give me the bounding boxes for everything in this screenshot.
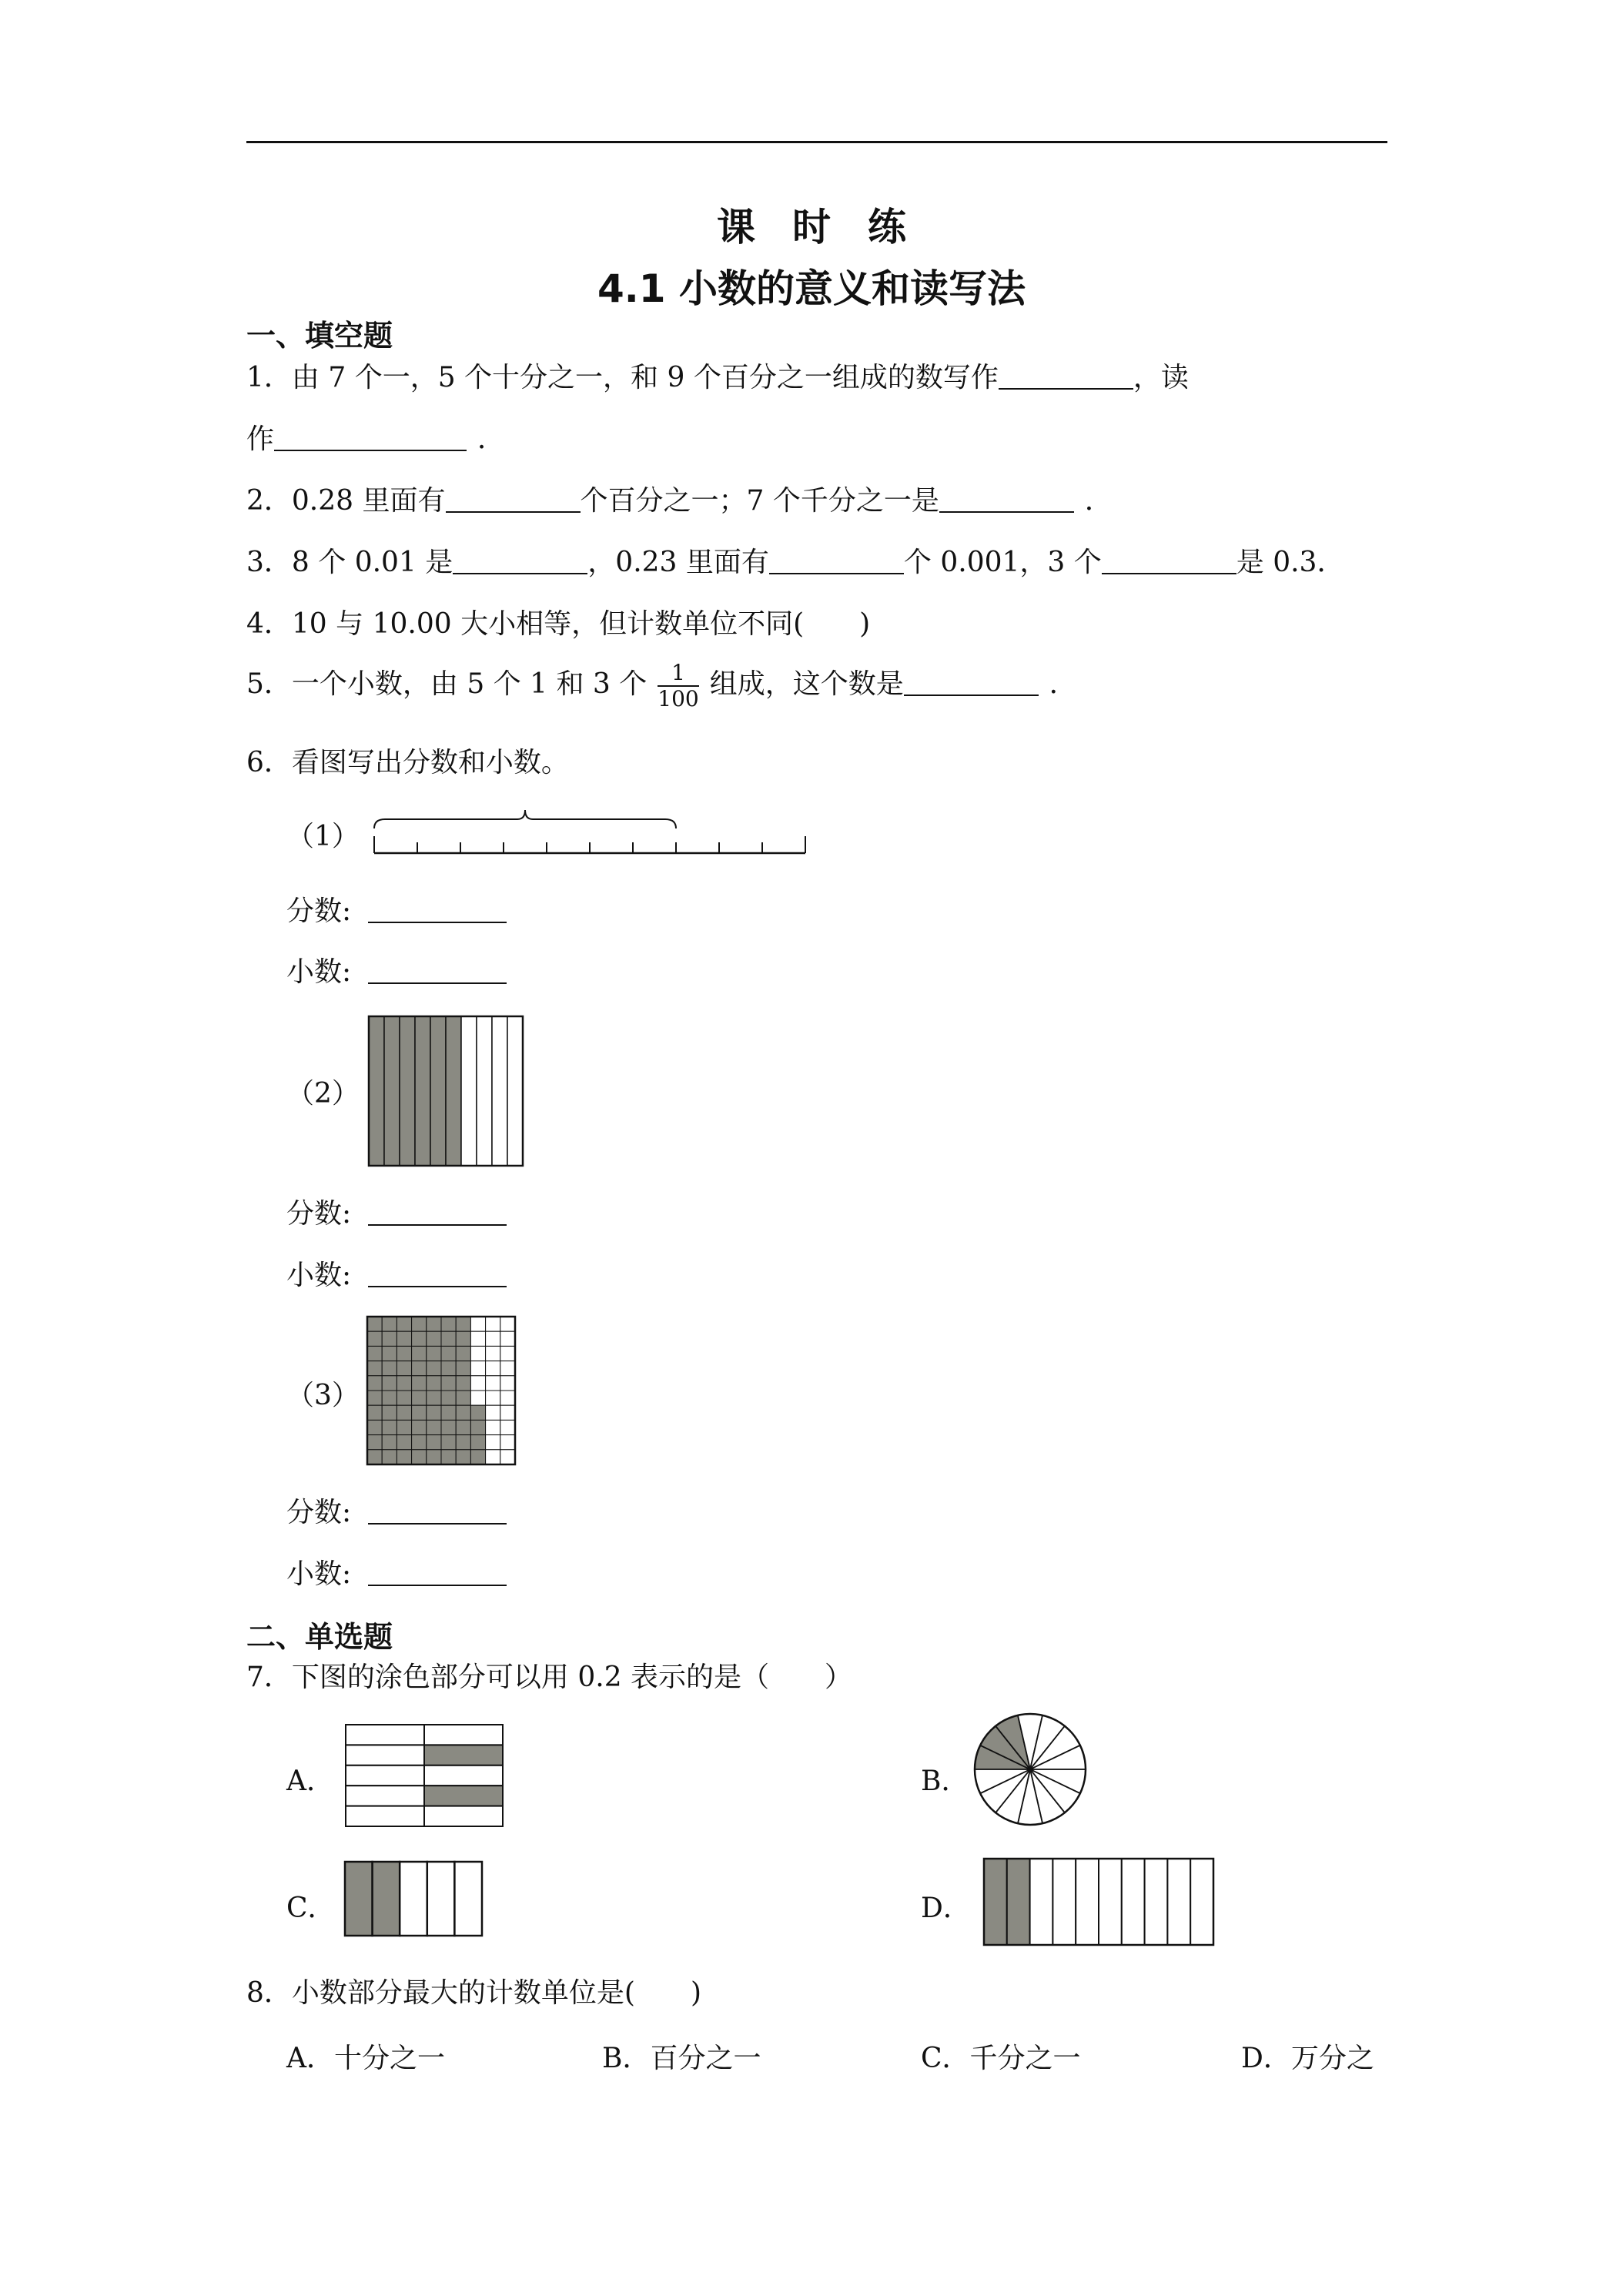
question-1-text-c: 作 xyxy=(246,423,275,455)
shaded-cell xyxy=(367,1376,382,1391)
shaded-cell xyxy=(441,1376,456,1391)
shaded-cell xyxy=(456,1435,470,1450)
shaded-cell xyxy=(456,1331,470,1346)
q6-item-3-decimal xyxy=(286,1552,507,1591)
shaded-cell xyxy=(397,1346,411,1361)
shaded-cell xyxy=(470,1450,485,1464)
q7-option-a-figure[interactable] xyxy=(344,1723,504,1828)
cell xyxy=(424,1725,503,1745)
shaded-cell xyxy=(382,1376,397,1391)
shaded-cell xyxy=(427,1405,441,1420)
question-4: 4．10 与 10.00 大小相等，但计数单位不同( ) xyxy=(246,608,871,640)
question-3-text-d: 是 0.3． xyxy=(1236,547,1345,578)
shaded-cell xyxy=(367,1420,382,1434)
shaded-cell xyxy=(424,1745,503,1765)
header-rule xyxy=(246,141,1387,143)
column xyxy=(1030,1859,1053,1945)
shaded-cell xyxy=(427,1346,441,1361)
shaded-column xyxy=(984,1859,1007,1945)
shaded-cell xyxy=(412,1420,427,1434)
shaded-cell xyxy=(382,1331,397,1346)
question-3 xyxy=(246,541,1344,580)
cell xyxy=(500,1331,515,1346)
shaded-cell xyxy=(441,1420,456,1434)
shaded-cell xyxy=(427,1391,441,1405)
period: ． xyxy=(1049,668,1077,700)
q8-option-b[interactable]: B．百分之一 xyxy=(602,2043,761,2074)
q8-option-a[interactable]: A．十分之一 xyxy=(286,2043,445,2074)
shaded-cell xyxy=(382,1435,397,1450)
q7-option-d[interactable]: D． xyxy=(921,1893,971,1924)
cell xyxy=(486,1435,500,1450)
cell xyxy=(486,1317,500,1331)
fraction-denominator: 100 xyxy=(658,686,699,711)
q8-option-c[interactable]: C．千分之一 xyxy=(921,2043,1081,2074)
shaded-cell xyxy=(367,1346,382,1361)
column xyxy=(1145,1859,1168,1945)
cell xyxy=(486,1391,500,1405)
shaded-cell xyxy=(382,1420,397,1434)
shaded-column xyxy=(384,1016,400,1166)
cell xyxy=(500,1361,515,1376)
shaded-cell xyxy=(412,1450,427,1464)
question-1-text-b: ，读 xyxy=(1133,362,1189,393)
shaded-column xyxy=(415,1016,430,1166)
fraction-label: 分数: xyxy=(286,1198,352,1230)
shaded-cell xyxy=(441,1391,456,1405)
column xyxy=(1076,1859,1099,1945)
shaded-cell xyxy=(367,1391,382,1405)
question-6: 6．看图写出分数和小数。 xyxy=(246,747,569,778)
shaded-column xyxy=(369,1016,384,1166)
shaded-cell xyxy=(470,1435,485,1450)
cell xyxy=(346,1766,424,1786)
cell xyxy=(470,1361,485,1376)
cell xyxy=(470,1346,485,1361)
cell xyxy=(470,1391,485,1405)
column xyxy=(1190,1859,1213,1945)
shaded-cell xyxy=(382,1450,397,1464)
shaded-cell xyxy=(397,1435,411,1450)
cell xyxy=(486,1346,500,1361)
shaded-cell xyxy=(397,1361,411,1376)
answer-blank[interactable] xyxy=(368,955,507,984)
cell xyxy=(424,1806,503,1826)
shaded-cell xyxy=(412,1346,427,1361)
shaded-cell xyxy=(470,1420,485,1434)
q7-option-b[interactable]: B． xyxy=(921,1766,969,1797)
shaded-cell xyxy=(412,1435,427,1450)
cell xyxy=(470,1376,485,1391)
q6-item-3-tag: （3） xyxy=(286,1380,360,1411)
cell xyxy=(486,1361,500,1376)
answer-blank[interactable] xyxy=(368,894,507,923)
question-3-text-c: 个 0.001，3 个 xyxy=(903,547,1102,578)
shaded-cell xyxy=(412,1331,427,1346)
column xyxy=(477,1016,492,1166)
cell xyxy=(346,1745,424,1765)
shaded-cell xyxy=(456,1346,470,1361)
decimal-label: 小数: xyxy=(286,956,352,988)
column xyxy=(400,1862,427,1936)
fraction-one-hundredth xyxy=(658,661,698,711)
shaded-cell xyxy=(470,1405,485,1420)
fraction-label: 分数: xyxy=(286,895,352,927)
shaded-cell xyxy=(456,1405,470,1420)
answer-blank[interactable] xyxy=(904,667,1039,696)
shaded-cell xyxy=(397,1405,411,1420)
shaded-cell xyxy=(382,1361,397,1376)
cell xyxy=(500,1405,515,1420)
shaded-cell xyxy=(367,1331,382,1346)
shaded-cell xyxy=(427,1420,441,1434)
answer-blank[interactable] xyxy=(453,545,587,574)
q6-item-1-fraction xyxy=(286,889,507,929)
fraction-numerator: 1 xyxy=(658,661,698,687)
question-1 xyxy=(246,356,1189,395)
shaded-cell xyxy=(424,1786,503,1806)
shaded-cell xyxy=(397,1331,411,1346)
shaded-cell xyxy=(397,1420,411,1434)
column xyxy=(1052,1859,1076,1945)
cell xyxy=(346,1806,424,1826)
shaded-cell xyxy=(412,1391,427,1405)
answer-blank[interactable] xyxy=(368,1495,507,1525)
decimal-label: 小数: xyxy=(286,1260,352,1291)
shaded-cell xyxy=(367,1450,382,1464)
shaded-column xyxy=(1007,1859,1030,1945)
question-2-text: 2．0.28 里面有 xyxy=(246,485,446,517)
column xyxy=(1122,1859,1145,1945)
cell xyxy=(500,1450,515,1464)
cell xyxy=(470,1317,485,1331)
tenths-strip-figure xyxy=(367,1015,524,1167)
brace xyxy=(374,810,676,828)
page-title: 课时练 xyxy=(717,205,943,249)
cell xyxy=(424,1766,503,1786)
cell xyxy=(500,1346,515,1361)
question-3-text-b: ，0.23 里面有 xyxy=(587,547,769,578)
cell xyxy=(500,1376,515,1391)
shaded-cell xyxy=(382,1317,397,1331)
shaded-cell xyxy=(412,1405,427,1420)
shaded-cell xyxy=(441,1405,456,1420)
cell xyxy=(486,1420,500,1434)
question-5-text-b: 组成，这个数是 xyxy=(709,668,904,700)
cell xyxy=(486,1405,500,1420)
column xyxy=(507,1016,523,1166)
shaded-cell xyxy=(456,1317,470,1331)
q7-option-d-figure[interactable] xyxy=(982,1857,1215,1946)
hundredths-grid-figure xyxy=(366,1315,517,1466)
column xyxy=(454,1862,482,1936)
cell xyxy=(500,1420,515,1434)
shaded-cell xyxy=(441,1317,456,1331)
section-fill-heading: 一、填空题 xyxy=(246,319,393,353)
shaded-cell xyxy=(397,1317,411,1331)
shaded-column xyxy=(446,1016,461,1166)
question-5 xyxy=(246,661,1077,711)
period: ． xyxy=(1084,485,1113,517)
q6-item-2-decimal xyxy=(286,1253,507,1293)
shaded-cell xyxy=(427,1376,441,1391)
shaded-column xyxy=(345,1862,373,1936)
shaded-cell xyxy=(441,1450,456,1464)
q7-option-b-figure[interactable] xyxy=(972,1711,1089,1828)
shaded-cell xyxy=(367,1405,382,1420)
question-7: 7．下图的涂色部分可以用 0.2 表示的是（ ） xyxy=(246,1662,853,1693)
shaded-cell xyxy=(382,1346,397,1361)
shaded-cell xyxy=(427,1331,441,1346)
decimal-label: 小数: xyxy=(286,1558,352,1590)
shaded-cell xyxy=(427,1450,441,1464)
shaded-cell xyxy=(397,1376,411,1391)
fraction-label: 分数: xyxy=(286,1497,352,1528)
shaded-cell xyxy=(441,1361,456,1376)
shaded-cell xyxy=(412,1317,427,1331)
shaded-cell xyxy=(427,1361,441,1376)
q6-item-1-decimal xyxy=(286,950,507,989)
shaded-cell xyxy=(382,1405,397,1420)
answer-blank[interactable] xyxy=(274,422,467,451)
answer-blank[interactable] xyxy=(999,360,1133,390)
question-5-text: 5．一个小数，由 5 个 1 和 3 个 xyxy=(246,668,648,700)
shaded-cell xyxy=(441,1435,456,1450)
shaded-cell xyxy=(412,1361,427,1376)
q7-option-c-figure[interactable] xyxy=(343,1860,484,1937)
answer-blank[interactable] xyxy=(446,484,581,513)
cell xyxy=(346,1725,424,1745)
shaded-cell xyxy=(456,1391,470,1405)
period: ． xyxy=(477,423,506,455)
answer-blank[interactable] xyxy=(769,545,904,574)
cell xyxy=(486,1450,500,1464)
column xyxy=(1167,1859,1190,1945)
shaded-column xyxy=(430,1016,446,1166)
shaded-cell xyxy=(456,1361,470,1376)
section-choice-heading: 二、单选题 xyxy=(246,1620,393,1654)
shaded-cell xyxy=(367,1317,382,1331)
cell xyxy=(470,1331,485,1346)
q6-item-2-tag: （2） xyxy=(286,1078,360,1110)
number-line-figure xyxy=(362,801,824,862)
question-2 xyxy=(246,479,1113,518)
column xyxy=(461,1016,477,1166)
answer-blank[interactable] xyxy=(1102,545,1236,574)
shaded-cell xyxy=(456,1376,470,1391)
question-8: 8．小数部分最大的计数单位是( ) xyxy=(246,1977,701,2009)
question-1-line2 xyxy=(246,417,505,457)
column xyxy=(492,1016,507,1166)
q7-option-a[interactable]: A． xyxy=(286,1766,334,1797)
question-2-text-b: 个百分之一；7 个千分之一是 xyxy=(580,485,939,517)
question-1-text: 1．由 7 个一，5 个十分之一，和 9 个百分之一组成的数写作 xyxy=(246,362,999,393)
answer-blank[interactable] xyxy=(939,484,1074,513)
shaded-cell xyxy=(367,1361,382,1376)
shaded-cell xyxy=(427,1435,441,1450)
cell xyxy=(500,1391,515,1405)
shaded-cell xyxy=(441,1346,456,1361)
answer-blank[interactable] xyxy=(368,1258,507,1287)
shaded-cell xyxy=(382,1391,397,1405)
shaded-cell xyxy=(412,1376,427,1391)
shaded-column xyxy=(373,1862,400,1936)
shaded-cell xyxy=(456,1420,470,1434)
column xyxy=(1099,1859,1122,1945)
shaded-column xyxy=(400,1016,415,1166)
q7-option-c[interactable]: C． xyxy=(286,1893,336,1924)
answer-blank[interactable] xyxy=(368,1557,507,1586)
shaded-cell xyxy=(397,1391,411,1405)
page-subtitle: 4.1 小数的意义和读写法 xyxy=(597,266,1026,311)
answer-blank[interactable] xyxy=(368,1197,507,1226)
q6-item-3-fraction xyxy=(286,1491,507,1530)
shaded-cell xyxy=(456,1450,470,1464)
cell xyxy=(486,1376,500,1391)
shaded-cell xyxy=(367,1435,382,1450)
shaded-cell xyxy=(397,1450,411,1464)
cell xyxy=(500,1435,515,1450)
shaded-cell xyxy=(441,1331,456,1346)
cell xyxy=(346,1786,424,1806)
question-3-text: 3．8 个 0.01 是 xyxy=(246,547,453,578)
cell xyxy=(486,1331,500,1346)
q6-item-2-fraction xyxy=(286,1192,507,1231)
q8-option-d[interactable]: D．万分之 xyxy=(1241,2043,1374,2074)
q6-item-1-tag: （1） xyxy=(286,821,360,852)
cell xyxy=(500,1317,515,1331)
column xyxy=(427,1862,455,1936)
shaded-cell xyxy=(427,1317,441,1331)
